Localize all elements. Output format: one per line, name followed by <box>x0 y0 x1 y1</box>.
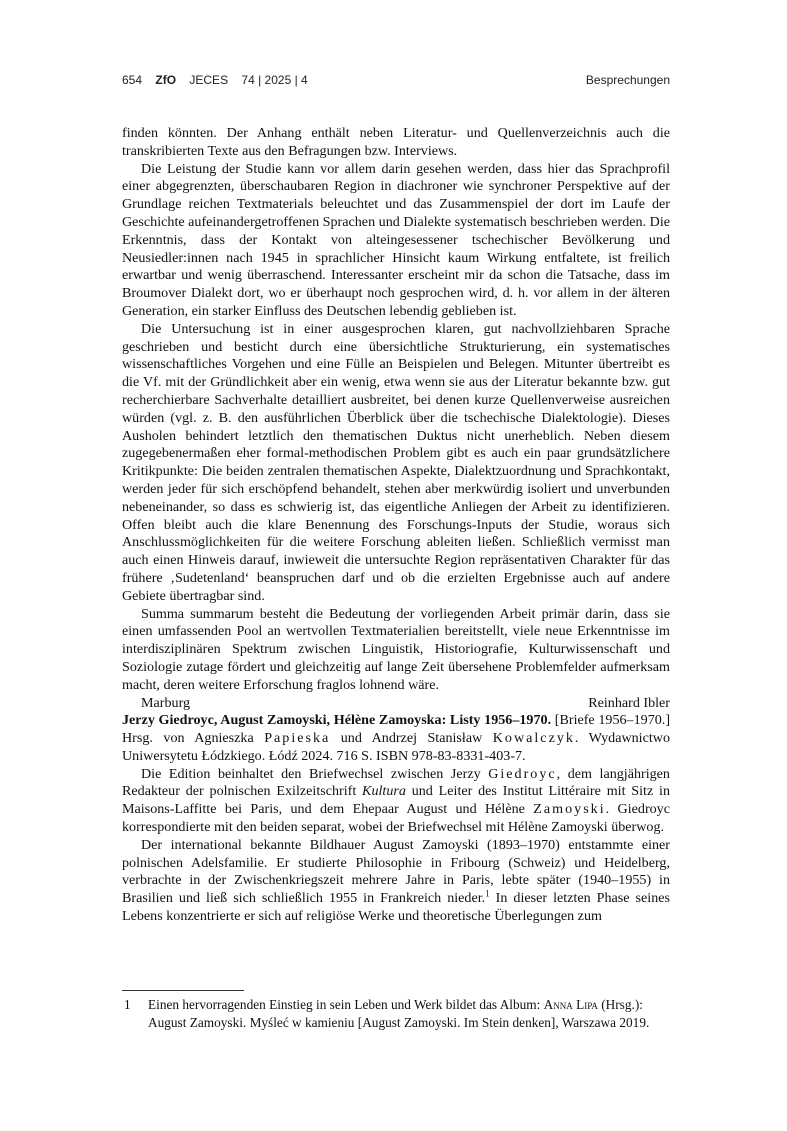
person-name: Giedroyc <box>488 765 557 782</box>
main-text <box>122 125 670 926</box>
footnote <box>122 996 670 1032</box>
journal-volume: 74 | 2025 | 4 <box>241 73 308 87</box>
journal-name: Kultura <box>362 783 406 800</box>
paragraph: Die Leistung der Studie kann vor allem darin gesehen werden, dass hier das Sprachprofil einer abgegrenzten, überschaubaren Region in diachroner wie synchroner Perspektive auf der Grundlage reichen Textmaterials beleuchtet und das Zusammenspiel der dort im Laufe der Geschichte aufeinandergetroffenen Sprachen und Dialekte systematisch beschrieben werden. Die Erkenntnis, dass der Kontakt von alteingesessener tschechischer Bevölkerung und Neusiedler:innen nach 1945 in sprachlicher Hinsicht kaum Wirkung entfaltete, ist freilich erwartbar und wenig überraschend. Interessanter erscheint mir da schon die Tatsache, dass im Broumover Dialekt dort, wo er überhaupt noch gesprochen wird, d. h. vor allem in der älteren Generation, ein starker Einfluss des Deutschen lebendig geblieben ist. <box>122 160 670 319</box>
journal-subtitle: JECES <box>189 73 229 87</box>
running-header-left <box>122 73 318 87</box>
paragraph: Die Edition beinhaltet den Briefwechsel zwischen Jerzy Giedroyc, dem langjährigen Redakteur der polnischen Exilzeitschrift Kultura und Leiter des Institut Littéraire mit Sitz in Maisons-Laffitte bei Paris, und dem Ehepaar August und Hélène Zamoyski. Giedroyc korrespondierte mit den beiden separat, wobei der Briefwechsel mit Hélène Zamoyski überwog. <box>122 765 670 836</box>
review-heading: Jerzy Giedroyc, August Zamoyski, Hélène Zamoyska: Listy 1956–1970. [Briefe 1956–1970.] Hrsg. von Agnieszka Papieska und Andrzej Stanisław Kowalczyk. Wydawnictwo Uniwersytetu Łódzkiego. Łódź 2024. 716 S. ISBN 978-83-8331-403-7. <box>122 712 671 764</box>
editor-name: Papieska <box>264 730 331 747</box>
paragraph: Der international bekannte Bildhauer August Zamoyski (1893–1970) entstammte einer polnischen Adelsfamilie. Er studierte Philosophie in Fribourg (Schweiz) und Heidelberg, verbrachte in der Zwischenkriegszeit mehrere Jahre in Paris, lebte später (1940–1955) in Brasilien und ließ sich schließlich 1955 in Frankreich nieder.$^1$ In dieser letzten Phase seines Lebens konzentrierte er sich auf religiöse Werke und theoretische Überlegungen zum <box>122 836 670 925</box>
journal-abbreviation: ZfO <box>155 73 177 87</box>
footnote-author: Anna Lipa <box>543 997 598 1012</box>
footnote-number: 1 <box>124 997 131 1012</box>
review-signature <box>122 695 670 713</box>
page-number: 654 <box>122 73 143 87</box>
editor-name: Kowalczyk <box>492 730 575 747</box>
review-place: Marburg <box>141 694 191 711</box>
paragraph: Die Untersuchung ist in einer ausgesprochen klaren, gut nachvollziehbaren Sprache geschrieben und besticht durch eine übersichtliche Strukturierung, ein systematisches wissenschaftliches Vorgehen und eine Fülle an Beispielen und Belegen. Mitunter übertreibt es die Vf. mit der Gründlichkeit aber ein wenig, etwa wenn sie aus der Literatur bekannte bzw. gut recherchierbare Sachverhalte detailliert ausbreitet, bei denen kurze Quellenverweise ausreichen würden (vgl. z. B. den ausführlichen Überblick über die tschechische Dialektologie). Dieses Ausholen behindert letztlich den thematischen Duktus nicht unerheblich. Neben diesem zugegebenermaßen eher formal-methodischen Problem gibt es auch ein paar grundsätzlichere Kritikpunkte: Die beiden zentralen thematischen Aspekte, Dialektzuordnung und Sprachkontakt, werden jeder für sich erschöpfend behandelt, stehen aber merkwürdig isoliert und unverbunden nebeneinander, so dass es schwierig ist, das eigentliche Anliegen der Arbeit zu identifizieren. Offen bleibt auch die klare Benennung des Forschungs-Inputs der Studie, woraus sich Anschlussmöglichkeiten für die weitere Forschung ableiten ließen. Schließlich vermisst man auch einen Hinweis darauf, inwieweit die untersuchte Region repräsentativen Charakter für das frühere ‚Sudetenland‘ beanspruchen darf und ob die erzielten Ergebnisse auch auf andere Gebiete übertragbar sind. <box>122 320 670 604</box>
person-name: Zamoyski <box>533 801 606 818</box>
reviewer-name: Reinhard Ibler <box>588 694 670 711</box>
footnote-divider <box>122 990 244 991</box>
footnote-text: Einen hervorragenden Einstieg in sein Leben und Werk bildet das Album: Anna Lipa (Hrsg.): August Zamoyski. Myśleć w kamieniu [August Zamoyski. Im Stein denken], Warszawa 2019. <box>148 997 650 1030</box>
section-title: Besprechungen <box>585 73 670 87</box>
book-title: Jerzy Giedroyc, August Zamoyski, Hélène Zamoyska: Listy 1956–1970. <box>122 712 552 729</box>
paragraph: Summa summarum besteht die Bedeutung der vorliegenden Arbeit primär darin, dass sie einen umfassenden Pool an wertvollen Textmaterialien bereitstellt, viele neue Erkenntnisse im interdisziplinären Spektrum zwischen Linguistik, Historiografie, Kulturwissenschaft und Soziologie zutage fördert und gleichzeitig auf lange Zeit übersehene Problemfelder aufmerksam macht, deren weitere Erforschung fraglos lohnend wäre. <box>122 605 670 693</box>
footnote-reference[interactable]: 1 <box>485 888 490 899</box>
publication-info: . Wydawnictwo Uniwersytetu Łódzkiego. Łódź 2024. 716 S. ISBN 978-83-8331-403-7. <box>122 730 670 764</box>
paragraph: finden könnten. Der Anhang enthält neben Literatur- und Quellenverzeichnis auch die transkribierten Texte aus den Befragungen bzw. Interviews. <box>122 125 670 159</box>
